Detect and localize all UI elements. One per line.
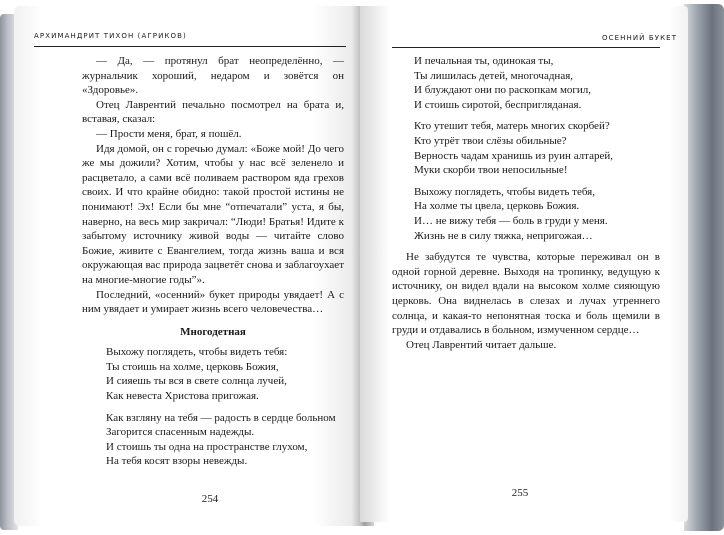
poem-line: Ты лишилась детей, многочадная, [414,69,574,82]
paragraph: — Прости меня, брат, я пошёл. [96,127,242,140]
poem-line: Муки скорби твои непосильные! [414,164,568,177]
poem-line: На холме ты цвела, церковь Божия. [414,200,580,213]
paragraph: Отец Лаврентий печально посмотрел на брата и, вставая, сказал: [82,98,344,126]
poem-line: Как невеста Христова пригожая. [106,390,259,403]
left-page-text [82,54,344,476]
right-page-edges [684,4,724,531]
poem-line: И сияешь ты вся в свете солнца лучей, [106,375,287,388]
right-page-number: 255 [511,487,529,499]
poem-stanza [82,411,344,469]
poem-stanza [392,54,660,112]
poem-line: Выхожу поглядеть, чтобы видеть тебя, [414,185,595,198]
poem-stanza [392,119,660,177]
paragraph: — Да, — протянул брат неопределённо, — журнальчик хороший, недаром и зовётся он «Здоровье». [82,55,344,97]
poem-stanza [392,185,660,243]
poem-line: И блуждают они по раскопкам могил, [414,84,592,97]
poem-stanza [82,345,344,403]
right-page-text [392,54,660,352]
left-page-number: 254 [201,493,219,505]
paragraph: Идя домой, он с горечью думал: «Боже мой! До чего же мы дожили? Хотим, чтобы у нас всё зеленело и расцветало, а сами всё поливаем раствором яда грехов своих. И что крайне обидно: такой простой истины не понимают! Эх! Если бы мне “отпечатали” уста, я бы, наверно, на весь мир закричал: “Люди! Братья! Идите к забытому источнику живой воды — читайте слово Божие, живите с Евангелием, тогда жизнь ваша и вся окружающая вас природа зацветёт снова и заблагоухает на многие-многие годы”». [82,142,344,286]
poem-line: И стоишь сиротой, беспригляданая. [414,98,582,111]
poem-line: Как взгляну на тебя — радость в сердце больном [106,411,336,424]
right-running-head: ОСЕННИЙ БУКЕТ [602,34,678,42]
paragraph: Отец Лаврентий читает дальше. [406,338,557,351]
poem-line: Кто утешит тебя, матерь многих скорбей? [414,120,610,133]
poem-line: Кто утрёт твои слёзы обильные? [414,134,567,147]
right-header-rule [392,47,660,48]
poem-line: И… не вижу тебя — боль в груди у меня. [414,214,608,227]
poem-line: Ты стоишь на холме, церковь Божия, [106,360,279,373]
paragraph: Не забудутся те чувства, которые переживал он в одной горной деревне. Выходя на тропинку, ведущую к источнику, он видел вдали на высоком холме сияющую церковь. Она виднелась в слезах и лучах утреннего солнца, и какая-то непонятная тоска и боль щемили в груди и отдавались в больном, измученном сердце… [392,251,660,337]
left-running-head: АРХИМАНДРИТ ТИХОН (АГРИКОВ) [34,32,187,40]
poem-line: Верность чадам хранишь из руин алтарей, [414,149,614,162]
poem-line: Выхожу поглядеть, чтобы видеть тебя: [106,346,288,359]
poem-title: Многодетная [180,325,246,338]
poem-line: Жизнь не в силу тяжка, непригожая… [414,229,593,242]
paragraph: Последний, «осенний» букет природы увядает! А с ним увядает и умирает жизнь всего человечества… [82,288,344,316]
poem-line: Загорится спасенным надежды. [106,426,255,439]
poem-line: И печальная ты, одинокая ты, [414,55,554,67]
poem-line: И стоишь ты одна на пространстве глухом, [106,440,308,453]
left-header-rule [34,46,346,47]
poem-line: На тебя косят взоры невежды. [106,455,248,468]
